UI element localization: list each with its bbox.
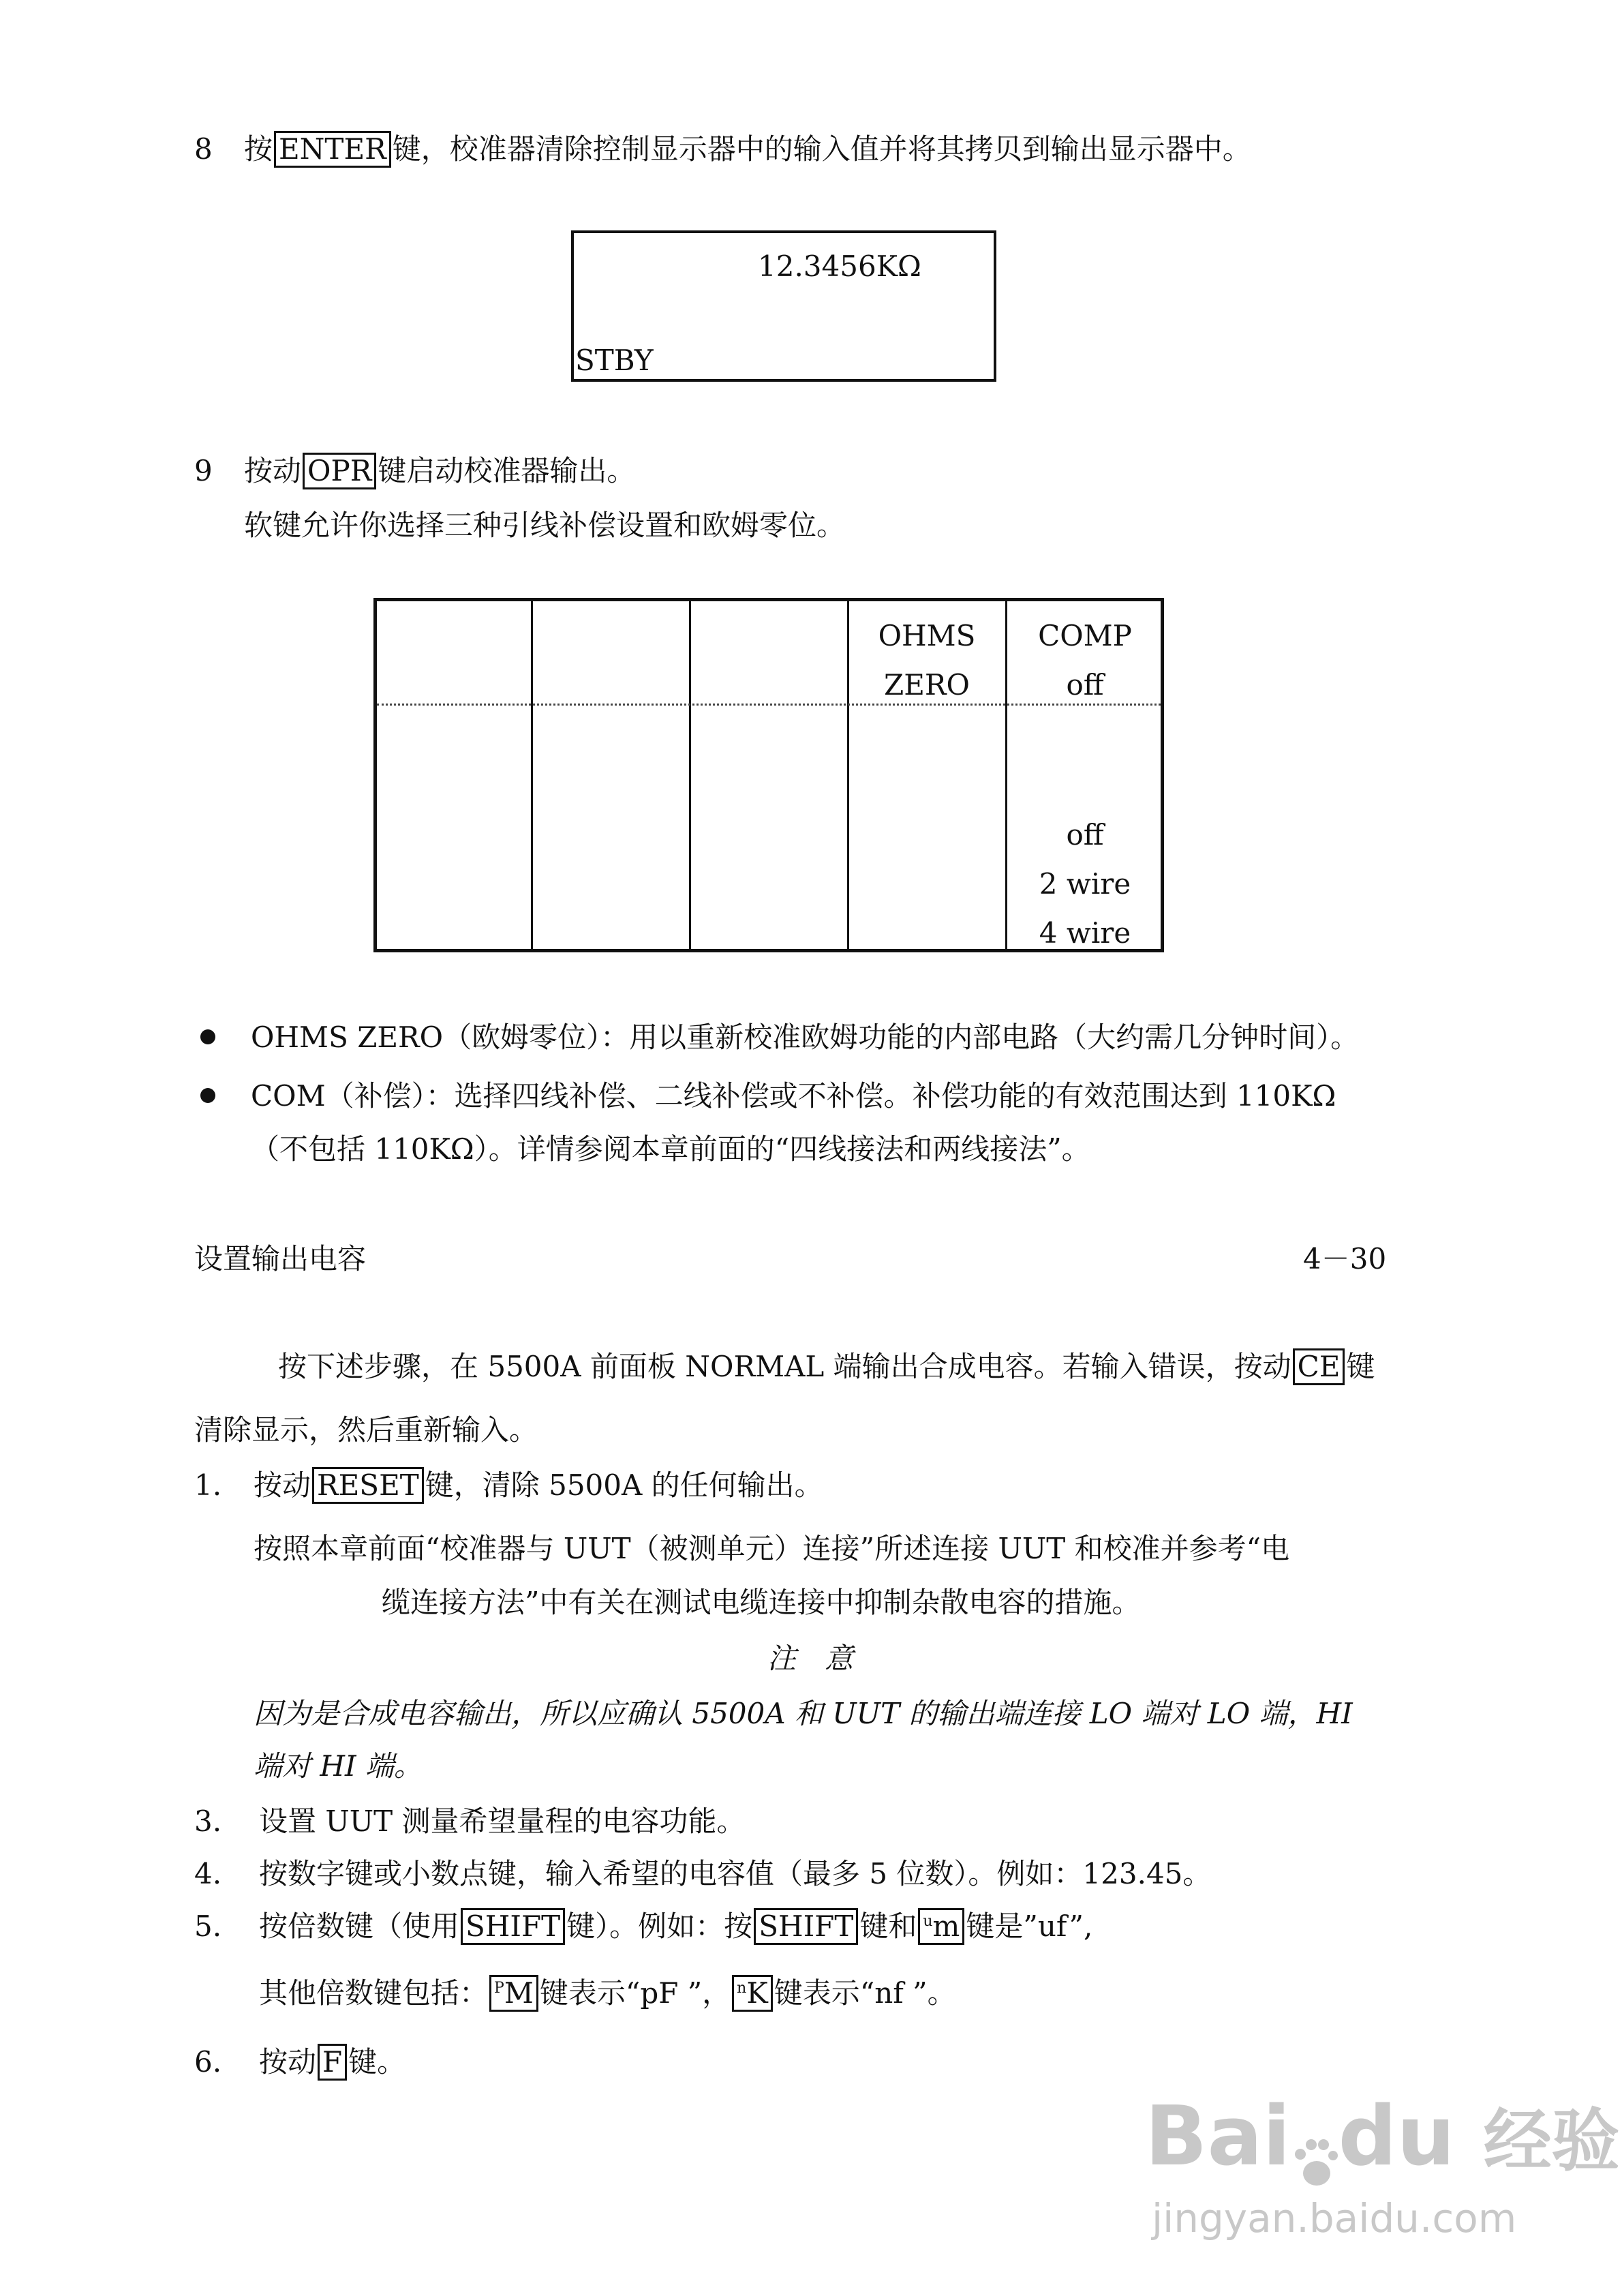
nano-key-sup: n xyxy=(737,1980,747,1997)
watermark-brand-a: Bai xyxy=(1145,2089,1291,2184)
step-5-line2-c: 键表示“nf ”。 xyxy=(774,1976,956,2010)
step-1-post: 键，清除 5500A 的任何输出。 xyxy=(425,1468,823,1502)
shift-key: SHIFT xyxy=(461,1908,565,1945)
step-1-line xyxy=(254,1467,823,1504)
bullet-dot xyxy=(200,1088,215,1103)
micro-key-label: m xyxy=(932,1909,960,1943)
softkey-table xyxy=(373,598,1164,952)
baidu-watermark xyxy=(1145,2059,1620,2263)
ce-key: CE xyxy=(1293,1348,1345,1385)
intro-line1 xyxy=(278,1348,1375,1385)
step-1-number: 1. xyxy=(194,1468,222,1502)
step-1-para-line1: 按照本章前面“校准器与 UUT（被测单元）连接”所述连接 UUT 和校准并参考“电 xyxy=(254,1532,1290,1565)
step-5-text-c: 键和 xyxy=(859,1909,917,1943)
enter-key: ENTER xyxy=(274,131,391,168)
watermark-brand-b: du xyxy=(1338,2089,1455,2184)
step-1-pre: 按动 xyxy=(254,1468,311,1502)
comp-option-2wire: 2 wire xyxy=(1039,867,1131,901)
nano-key-label: K xyxy=(746,1976,768,2010)
step-9-pre: 按动 xyxy=(244,454,302,487)
step-5-text-a: 按倍数键（使用 xyxy=(259,1909,460,1943)
step-6-number: 6. xyxy=(194,2045,222,2079)
bullet-com: COM（补偿）：选择四线补偿、二线补偿或不补偿。补偿功能的有效范围达到 110KΩ xyxy=(251,1079,1336,1113)
bullet-com-cont: （不包括 110KΩ）。详情参阅本章前面的“四线接法和两线接法”。 xyxy=(251,1132,1090,1166)
table-divider xyxy=(847,601,849,949)
paw-icon xyxy=(1291,2115,1338,2169)
section-title: 设置输出电容 xyxy=(194,1242,367,1275)
micro-key xyxy=(918,1908,964,1945)
softkey-ohms-zero-line1: OHMS xyxy=(878,619,976,652)
step-8-post: 键，校准器清除控制显示器中的输入值并将其拷贝到输出显示器中。 xyxy=(392,132,1251,166)
table-divider xyxy=(689,601,691,949)
section-page-ref: 4－30 xyxy=(1303,1242,1387,1275)
step-4-text: 按数字键或小数点键，输入希望的电容值（最多 5 位数）。例如：123.45。 xyxy=(259,1857,1212,1890)
step-9-number: 9 xyxy=(194,454,213,487)
step-6-pre: 按动 xyxy=(259,2045,317,2079)
intro-post: 键 xyxy=(1346,1350,1375,1383)
step-5-line1 xyxy=(259,1908,1092,1945)
step-4-number: 4. xyxy=(194,1857,222,1890)
note-line1: 因为是合成电容输出，所以应确认 5500A 和 UUT 的输出端连接 LO 端对 LO 端，HI xyxy=(254,1697,1353,1730)
watermark-cn: 经验 xyxy=(1483,2101,1620,2181)
display-status: STBY xyxy=(575,344,654,377)
display-value: 12.3456KΩ xyxy=(758,250,921,283)
note-line2: 端对 HI 端。 xyxy=(254,1749,423,1783)
step-5-line2 xyxy=(259,1975,956,2012)
watermark-brand xyxy=(1145,2086,1620,2184)
softkey-ohms-zero-line2: ZERO xyxy=(884,668,970,701)
step-9-softkey-note: 软键允许你选择三种引线补偿设置和欧姆零位。 xyxy=(244,509,846,542)
table-dashed-separator xyxy=(377,704,1161,706)
softkey-comp-line2: off xyxy=(1066,668,1104,701)
pico-key-label: M xyxy=(504,1976,534,2010)
step-8-pre: 按 xyxy=(244,132,273,166)
step-8-number: 8 xyxy=(194,132,213,166)
intro-line2: 清除显示，然后重新输入。 xyxy=(194,1413,538,1447)
bullet-ohms-zero: OHMS ZERO（欧姆零位）：用以重新校准欧姆功能的内部电路（大约需几分钟时间）。 xyxy=(251,1021,1360,1054)
step-9-line xyxy=(244,453,635,489)
step-3-number: 3. xyxy=(194,1804,222,1838)
shift-key: SHIFT xyxy=(754,1908,858,1945)
step-1-para-line2: 缆连接方法”中有关在测试电缆连接中抑制杂散电容的措施。 xyxy=(382,1586,1141,1619)
step-3-text: 设置 UUT 测量希望量程的电容功能。 xyxy=(259,1804,746,1838)
table-divider xyxy=(531,601,533,949)
step-9-post: 键启动校准器输出。 xyxy=(378,454,636,487)
softkey-comp-line1: COMP xyxy=(1038,619,1132,652)
comp-option-4wire: 4 wire xyxy=(1039,916,1131,950)
nano-key xyxy=(732,1975,773,2012)
comp-option-off: off xyxy=(1066,818,1104,851)
calibrator-display xyxy=(571,230,996,382)
step-5-number: 5. xyxy=(194,1909,222,1943)
pico-key xyxy=(489,1975,538,2012)
opr-key: OPR xyxy=(303,453,376,489)
reset-key: RESET xyxy=(312,1467,424,1504)
intro-pre: 按下述步骤，在 5500A 前面板 NORMAL 端输出合成电容。若输入错误，按动 xyxy=(278,1350,1291,1383)
bullet-dot xyxy=(200,1029,215,1044)
micro-key-sup: u xyxy=(923,1913,933,1930)
step-5-text-b: 键）。例如：按 xyxy=(566,1909,753,1943)
step-8-line xyxy=(244,131,1251,168)
step-5-text-d: 键是”uf”, xyxy=(966,1909,1093,1943)
f-key: F xyxy=(318,2044,347,2081)
step-5-line2-b: 键表示“pF ”， xyxy=(539,1976,731,2010)
step-6-line xyxy=(259,2044,406,2081)
step-5-line2-a: 其他倍数键包括： xyxy=(259,1976,489,2010)
pico-key-sup: P xyxy=(494,1980,504,1997)
watermark-url: jingyan.baidu.com xyxy=(1152,2195,1517,2241)
step-6-post: 键。 xyxy=(348,2045,406,2079)
note-title: 注 意 xyxy=(767,1642,854,1675)
